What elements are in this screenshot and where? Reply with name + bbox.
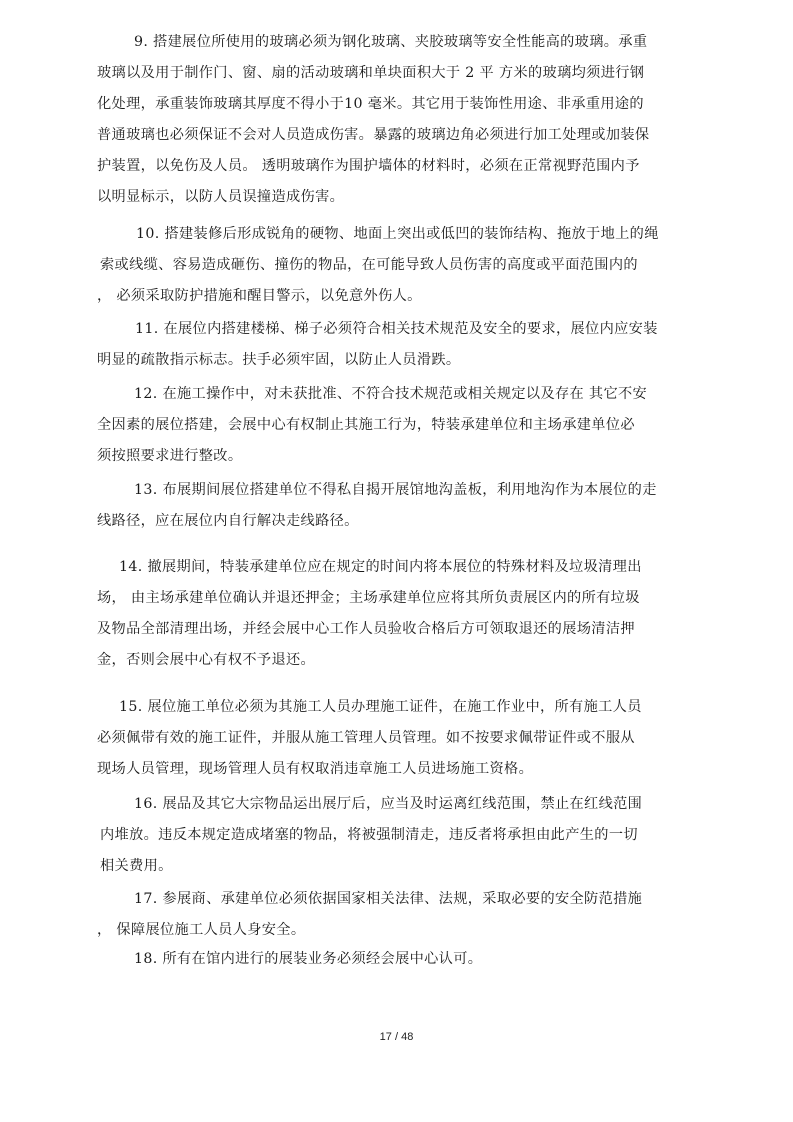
text-line: 11. 在展位内搭建楼梯、梯子必须符合相关技术规范及安全的要求，展位内应安装 xyxy=(135,321,658,337)
text-line: 线路径，应在展位内自行解决走线路径。 xyxy=(97,513,359,529)
text-line: 10. 搭建装修后形成锐角的硬物、地面上突出或低凹的装饰结构、拖放于地上的绳 xyxy=(136,226,659,242)
text-line: 索或线缆、容易造成砸伤、撞伤的物品，在可能导致人员伤害的高度或平面范围内的 xyxy=(100,257,638,273)
text-line: ， 必须采取防护措施和醒目警示，以免意外伤人。 xyxy=(97,288,422,304)
text-line: 9. 搭建展位所使用的玻璃必须为钢化玻璃、夹胶玻璃等安全性能高的玻璃。承重 xyxy=(134,34,648,50)
text-line: ， 保障展位施工人员人身安全。 xyxy=(97,922,306,938)
text-line: 13. 布展期间展位搭建单位不得私自揭开展馆地沟盖板，利用地沟作为本展位的走 xyxy=(134,482,657,498)
text-line: 玻璃以及用于制作门、窗、扇的活动玻璃和单块面积大于 2 平 方米的玻璃均须进行钢 xyxy=(97,65,645,81)
text-line: 全因素的展位搭建，会展中心有权制止其施工行为，特装承建单位和主场承建单位必 xyxy=(97,417,635,433)
text-line: 16. 展品及其它大宗物品运出展厅后，应当及时运离红线范围，禁止在红线范围 xyxy=(134,796,643,812)
text-line: 18. 所有在馆内进行的展装业务必须经会展中心认可。 xyxy=(134,951,483,967)
text-line: 相关费用。 xyxy=(100,858,173,874)
text-line: 17. 参展商、承建单位必须依据国家相关法律、法规，采取必要的安全防范措施 xyxy=(134,891,643,907)
text-line: 内堆放。违反本规定造成堵塞的物品，将被强制清走，违反者将承担由此产生的一切 xyxy=(100,827,638,843)
text-line: 15. 展位施工单位必须为其施工人员办理施工证件，在施工作业中，所有施工人员 xyxy=(119,699,642,715)
text-line: 护装置，以免伤及人员。 透明玻璃作为围护墙体的材料时，必须在正常视野范围内予 xyxy=(97,158,640,174)
text-line: 以明显标示，以防人员误撞造成伤害。 xyxy=(97,189,345,205)
text-line: 金，否则会展中心有权不予退还。 xyxy=(97,652,316,668)
text-line: 化处理，承重装饰玻璃其厚度不得小于10 毫米。其它用于装饰性用途、非承重用途的 xyxy=(97,96,644,112)
text-line: 普通玻璃也必须保证不会对人员造成伤害。暴露的玻璃边角必须进行加工处理或加装保 xyxy=(97,127,650,143)
text-line: 现场人员管理，现场管理人员有权取消违章施工人员进场施工资格。 xyxy=(97,761,534,777)
text-line: 必须佩带有效的施工证件，并服从施工管理人员管理。如不按要求佩带证件或不服从 xyxy=(97,730,635,746)
text-line: 14. 撤展期间，特装承建单位应在规定的时间内将本展位的特殊材料及垃圾清理出 xyxy=(119,559,642,575)
text-line: 12. 在施工操作中，对未获批准、不符合技术规范或相关规定以及存在 其它不安 xyxy=(134,386,648,402)
text-line: 及物品全部清理出场，并经会展中心工作人员验收合格后方可领取退还的展场清洁押 xyxy=(97,621,635,637)
text-line: 场， 由主场承建单位确认并退还押金；主场承建单位应将其所负责展区内的所有垃圾 xyxy=(97,590,640,606)
text-line: 明显的疏散指示标志。扶手必须牢固，以防止人员滑跌。 xyxy=(97,352,461,368)
text-line: 须按照要求进行整改。 xyxy=(97,448,243,464)
page-number: 17 / 48 xyxy=(379,1031,414,1043)
